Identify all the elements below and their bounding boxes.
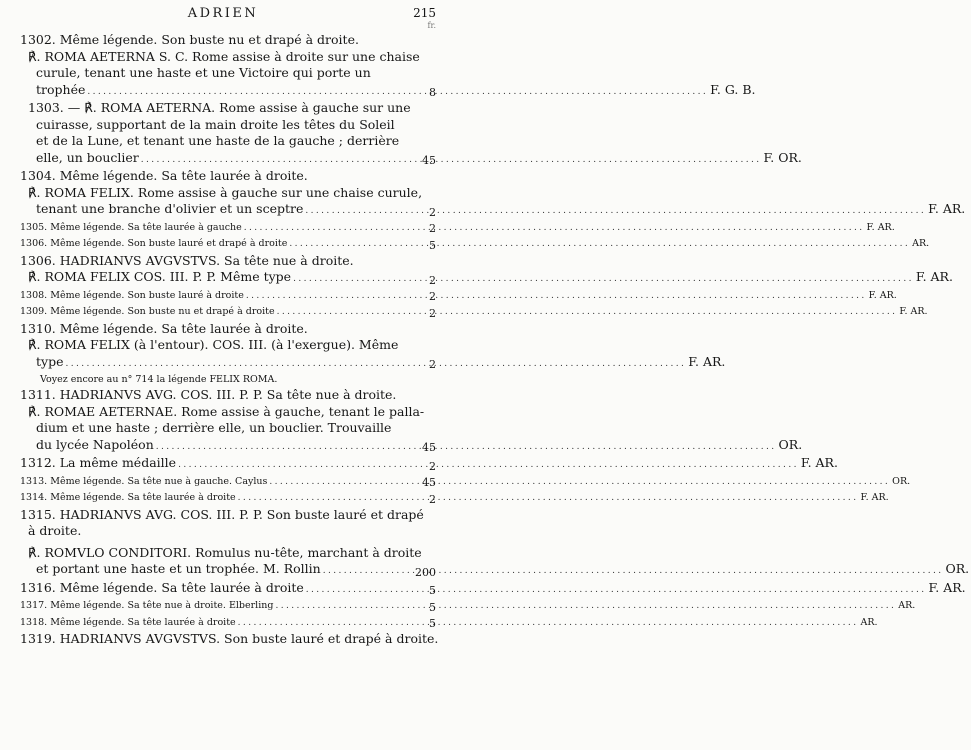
- rarity-value: 45: [422, 476, 436, 489]
- text-line: [20, 506, 424, 524]
- text-line: [28, 48, 420, 66]
- metal-code: F. AR.: [928, 579, 966, 595]
- dot-leader: [176, 457, 801, 474]
- dot-leader: [154, 439, 779, 456]
- catalogue-entry: [0, 598, 916, 615]
- metal-code: OR.: [892, 475, 911, 487]
- entry-text: ℟. ROMAE AETERNAE. Rome assise à gauche, tenant le palla-: [28, 403, 425, 419]
- entry-text: 1308. Même légende. Son buste lauré à droite: [20, 289, 244, 301]
- page-header: [0, 6, 446, 30]
- entry-text: type: [36, 353, 64, 369]
- text-line: [36, 81, 756, 101]
- reverse-entry: [0, 100, 802, 168]
- metal-code: F. G. B.: [710, 81, 756, 97]
- text-line: [20, 321, 410, 338]
- metal-code: F. AR.: [928, 201, 966, 216]
- metal-code: F. OR.: [763, 149, 802, 165]
- entry-text: 1318. Même légende. Sa tête laurée à droite: [20, 616, 236, 628]
- text-line: [20, 236, 930, 253]
- entry-text: cuirasse, supportant de la main droite les têtes du Soleil: [36, 116, 395, 132]
- dot-leader: [273, 599, 898, 615]
- entry-text: ℟. ROMA FELIX COS. III. P. P. Même type: [28, 269, 292, 284]
- text-line: [20, 579, 966, 599]
- catalogue-entry: [0, 387, 446, 404]
- entry-text: 1302. Même légende. Son buste nu et drapé à droite.: [20, 32, 359, 47]
- entry-text: 1309. Même légende. Son buste nu et drapé à droite: [20, 306, 275, 317]
- reverse-entry: [0, 403, 803, 456]
- running-title: ADRIEN: [187, 6, 259, 21]
- text-line: [20, 253, 410, 270]
- text-line: [36, 420, 410, 437]
- catalogue-entry: [0, 615, 878, 632]
- rarity-value: 2: [429, 273, 436, 287]
- dot-leader: [275, 305, 900, 321]
- catalogue-entry: [0, 455, 838, 474]
- catalogue-entry: [0, 168, 446, 185]
- reverse-entry: [0, 337, 726, 372]
- text-line: [20, 220, 895, 237]
- entry-text: 1316. Même légende. Sa tête laurée à droite: [20, 579, 304, 595]
- text-line: [36, 65, 410, 82]
- entry-text: curule, tenant une haste et une Victoire qui porte un: [36, 65, 371, 80]
- entry-text: 1305. Même légende. Sa tête laurée à gauche: [20, 221, 242, 233]
- note-entry: [0, 372, 446, 387]
- text-line: [20, 455, 838, 474]
- text-line: [28, 100, 410, 117]
- catalogue-entry: [0, 579, 966, 599]
- text-line: [36, 353, 726, 373]
- rarity-value: 2: [429, 459, 436, 473]
- metal-code: AR.: [912, 238, 930, 249]
- dot-leader: [304, 582, 929, 599]
- rarity-value: 2: [429, 492, 436, 506]
- metal-code: F. AR.: [915, 269, 953, 284]
- rarity-value: 45: [422, 154, 436, 167]
- entry-text: 1319. HADRIANVS AVGVSTVS. Son buste lauré et drapé à droite.: [20, 631, 439, 646]
- rarity-value: 5: [429, 238, 436, 252]
- entry-text: tenant une branche d'olivier et un sceptre: [36, 201, 304, 216]
- entry-text: 1312. La même médaille: [20, 455, 177, 470]
- rarity-value: 2: [429, 358, 436, 371]
- entry-text: ℟. ROMA AETERNA S. C. Rome assise à droite sur une chaise: [28, 48, 420, 64]
- metal-code: F. AR.: [860, 492, 889, 503]
- dot-leader: [236, 616, 861, 632]
- text-line: [20, 615, 878, 632]
- dot-leader: [287, 237, 912, 253]
- dot-leader: [244, 289, 869, 305]
- catalogue-entry: [0, 220, 895, 237]
- rarity-value: 2: [429, 290, 436, 303]
- catalogue-entry: [0, 631, 446, 648]
- text-line: [36, 133, 410, 150]
- text-line: [28, 544, 422, 562]
- page-number: 215: [413, 6, 436, 20]
- rarity-value: 2: [429, 222, 436, 235]
- dot-leader: [85, 84, 710, 101]
- entry-text: trophée: [36, 81, 86, 97]
- metal-code: AR.: [860, 616, 878, 628]
- catalogue-entry: [0, 288, 897, 305]
- text-line: [20, 32, 410, 49]
- rarity-value: 2: [429, 306, 436, 320]
- catalogue-entry: [0, 474, 911, 491]
- metal-code: F. AR.: [866, 221, 895, 233]
- rarity-value: 8: [429, 86, 436, 99]
- metal-code: F. AR.: [688, 353, 726, 369]
- entry-text: 1306. HADRIANVS AVGVSTVS. Sa tête nue à droite.: [20, 252, 354, 268]
- text-line: [36, 117, 410, 134]
- dot-leader: [242, 221, 867, 237]
- rarity-value: 5: [429, 617, 436, 630]
- rarity-value: 200: [415, 565, 436, 579]
- entry-text: elle, un bouclier: [36, 149, 139, 165]
- catalogue-entry: [0, 490, 889, 507]
- entry-text: 1304. Même légende. Sa tête laurée à droite.: [20, 168, 308, 183]
- rarity-value: 2: [429, 205, 436, 219]
- text-line: [20, 168, 410, 185]
- metal-code: F. AR.: [899, 306, 928, 317]
- rarity-value: 5: [429, 584, 436, 597]
- catalogue-entry: [0, 253, 446, 270]
- catalogue-entry: [0, 304, 928, 321]
- text-line: [20, 598, 916, 615]
- reverse-entry: [0, 184, 966, 220]
- dot-leader: [236, 491, 861, 507]
- text-line: [20, 288, 897, 305]
- text-line: [28, 269, 953, 288]
- entry-text: ℟. ROMVLO CONDITORI. Romulus nu-tête, marchant à droite: [28, 544, 422, 560]
- entry-text: 1315. HADRIANVS AVG. COS. III. P. P. Son buste lauré et drapé: [20, 506, 424, 522]
- metal-code: F. AR.: [868, 289, 897, 301]
- reverse-entry: [0, 544, 970, 580]
- entry-text: 1311. HADRIANVS AVG. COS. III. P. P. Sa tête nue à droite.: [20, 387, 397, 402]
- metal-code: OR.: [945, 561, 970, 576]
- signature-mark: fr.: [427, 21, 436, 30]
- text-line: [36, 201, 966, 220]
- catalogue-entry: [0, 32, 446, 49]
- dot-leader: [139, 152, 764, 169]
- reverse-entry: [0, 48, 756, 101]
- dot-leader: [63, 356, 688, 373]
- text-line: [28, 523, 410, 540]
- metal-code: F. AR.: [800, 455, 838, 470]
- entry-text: et portant une haste et un trophée. M. Rollin: [36, 561, 321, 576]
- text-line: [20, 387, 410, 404]
- reverse-entry: [0, 269, 953, 288]
- catalogue-entry: [0, 507, 446, 540]
- rarity-value: 45: [422, 441, 436, 454]
- entry-text: dium et une haste ; derrière elle, un bouclier. Trouvaille: [36, 420, 392, 435]
- text-line: [40, 372, 410, 387]
- entry-text: 1310. Même légende. Sa tête laurée à droite.: [20, 320, 308, 336]
- text-line: [20, 304, 928, 321]
- catalogue-entry: [0, 321, 446, 338]
- metal-code: OR.: [778, 436, 803, 452]
- entry-text: Voyez encore au n° 714 la légende FELIX ROMA.: [40, 374, 278, 385]
- entry-text: 1306. Même légende. Son buste lauré et drapé à droite: [20, 238, 288, 249]
- dot-leader: [267, 475, 892, 491]
- dot-leader: [291, 271, 916, 288]
- entry-text: et de la Lune, et tenant une haste de la gauche ; derrière: [36, 133, 400, 148]
- entry-text: 1317. Même légende. Sa tête nue à droite. Elberling: [20, 600, 274, 611]
- catalogue-entry: [0, 236, 930, 253]
- text-line: [28, 337, 410, 354]
- entry-text: 1314. Même légende. Sa tête laurée à droite: [20, 492, 236, 503]
- text-line: [28, 184, 423, 202]
- text-line: [20, 490, 889, 507]
- text-line: [20, 631, 439, 648]
- entry-text: à droite.: [28, 523, 82, 538]
- metal-code: AR.: [898, 600, 916, 611]
- entry-text: ℟. ROMA FELIX. Rome assise à gauche sur une chaise curule,: [28, 184, 423, 200]
- catalogue-entries: [0, 32, 970, 648]
- dot-leader: [303, 203, 928, 220]
- entry-text: ℟. ROMA FELIX (à l'entour). COS. III. (à l'exergue). Même: [28, 337, 399, 352]
- entry-text: 1303. — ℟. ROMA AETERNA. Rome assise à gauche sur une: [28, 100, 411, 115]
- entry-text: du lycée Napoléon: [36, 436, 154, 452]
- entry-text: 1313. Même légende. Sa tête nue à gauche. Caylus: [20, 475, 268, 487]
- rarity-value: 5: [429, 600, 436, 614]
- text-line: [28, 403, 425, 421]
